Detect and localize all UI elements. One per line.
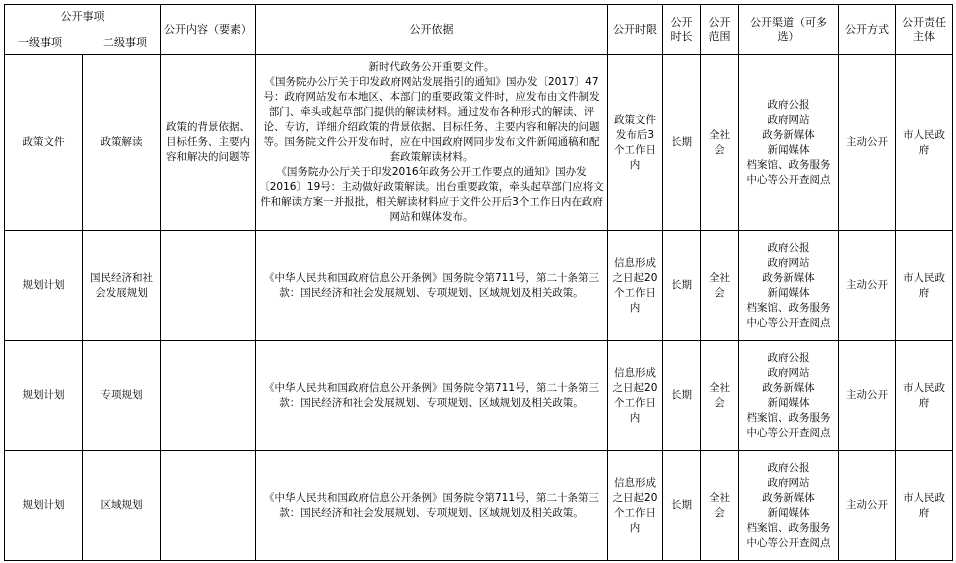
row-basis — [256, 341, 608, 451]
row-content: 政策的背景依据、目标任务、主要内容和解决的问题等 — [161, 55, 256, 231]
row-scope: 全社会 — [701, 55, 739, 231]
basis-paragraph: 《国务院办公厅关于印发2016年政务公开工作要点的通知》国办发〔2016〕19号：主动做好政策解读。出台重要政策，牵头起草部门应将文件和解读方案一并报批，相关解读材料应于文件公开后3个工作日内在政府网站和媒体发布。 — [259, 166, 604, 223]
basis-paragraph: 《国务院办公厅关于印发政府网站发展指引的通知》国办发〔2017〕47号：政府网站发布本地区、本部门的重要政策文件时，应发布由文件制发部门、牵头或起草部门提供的解读材料。通过发布各种形式的解读、评论、专访，详细介绍政策的背景依据、目标任务、主要内容和解决的问题等。国务院文件公开发布时，应在中国政府网同步发布文件新闻通稿和配套政策解读材料。 — [263, 76, 600, 163]
channel-item: 政府公报 — [767, 461, 810, 474]
channel-item: 新闻媒体 — [767, 506, 810, 519]
header-level1: 一级事项 — [18, 35, 62, 49]
header-level2: 二级事项 — [103, 35, 147, 49]
row-duration: 长期 — [663, 341, 701, 451]
row-level1: 规划计划 — [5, 451, 83, 561]
row-subject: 市人民政府 — [896, 451, 953, 561]
header-subject: 公开责任主体 — [896, 5, 953, 55]
row-method: 主动公开 — [839, 55, 896, 231]
row-channels — [739, 231, 839, 341]
row-level2: 专项规划 — [83, 341, 161, 451]
row-basis — [256, 451, 608, 561]
channel-item: 政务新媒体 — [762, 381, 815, 394]
header-duration: 公开时长 — [663, 5, 701, 55]
channel-item: 新闻媒体 — [767, 143, 810, 156]
row-method: 主动公开 — [839, 231, 896, 341]
channel-item: 政务新媒体 — [762, 128, 815, 141]
row-basis — [256, 55, 608, 231]
header-scope: 公开范围 — [701, 5, 739, 55]
channel-item: 政务新媒体 — [762, 271, 815, 284]
header-channels: 公开渠道（可多选） — [739, 5, 839, 55]
disclosure-table — [4, 4, 953, 561]
row-content — [161, 231, 256, 341]
header-item-group — [5, 5, 161, 55]
basis-paragraph: 《中华人民共和国政府信息公开条例》国务院令第711号，第二十条第三款：国民经济和社会发展规划、专项规划、区域规划及相关政策。 — [263, 491, 600, 519]
channel-item: 政务新媒体 — [762, 491, 815, 504]
row-time-limit: 信息形成之日起20个工作日内 — [608, 341, 663, 451]
channel-item: 档案馆、政务服务中心等公开查阅点 — [746, 158, 831, 186]
channel-item: 政府网站 — [767, 476, 810, 489]
row-subject: 市人民政府 — [896, 231, 953, 341]
basis-paragraph: 《中华人民共和国政府信息公开条例》国务院令第711号，第二十条第三款：国民经济和社会发展规划、专项规划、区域规划及相关政策。 — [263, 271, 600, 299]
row-level2: 国民经济和社会发展规划 — [83, 231, 161, 341]
table-row — [5, 451, 953, 561]
channel-item: 新闻媒体 — [767, 286, 810, 299]
row-scope: 全社会 — [701, 451, 739, 561]
row-time-limit: 政策文件发布后3个工作日内 — [608, 55, 663, 231]
row-content — [161, 451, 256, 561]
row-subject: 市人民政府 — [896, 341, 953, 451]
row-level1: 规划计划 — [5, 231, 83, 341]
row-channels — [739, 55, 839, 231]
channel-item: 新闻媒体 — [767, 396, 810, 409]
channel-item: 政府网站 — [767, 256, 810, 269]
basis-paragraph: 《中华人民共和国政府信息公开条例》国务院令第711号，第二十条第三款：国民经济和社会发展规划、专项规划、区域规划及相关政策。 — [263, 381, 600, 409]
row-duration: 长期 — [663, 231, 701, 341]
row-level1: 政策文件 — [5, 55, 83, 231]
channel-item: 档案馆、政务服务中心等公开查阅点 — [746, 301, 831, 329]
row-scope: 全社会 — [701, 231, 739, 341]
row-basis — [256, 231, 608, 341]
row-level1: 规划计划 — [5, 341, 83, 451]
row-subject: 市人民政府 — [896, 55, 953, 231]
row-method: 主动公开 — [839, 451, 896, 561]
row-level2: 政策解读 — [83, 55, 161, 231]
row-method: 主动公开 — [839, 341, 896, 451]
table-row — [5, 231, 953, 341]
row-duration: 长期 — [663, 451, 701, 561]
header-content: 公开内容（要素） — [161, 5, 256, 55]
channel-item: 档案馆、政务服务中心等公开查阅点 — [746, 411, 831, 439]
row-time-limit: 信息形成之日起20个工作日内 — [608, 231, 663, 341]
row-level2: 区域规划 — [83, 451, 161, 561]
row-time-limit: 信息形成之日起20个工作日内 — [608, 451, 663, 561]
row-duration: 长期 — [663, 55, 701, 231]
row-channels — [739, 341, 839, 451]
row-content — [161, 341, 256, 451]
row-channels — [739, 451, 839, 561]
channel-item: 政府公报 — [767, 241, 810, 254]
header-basis: 公开依据 — [256, 5, 608, 55]
channel-item: 政府网站 — [767, 113, 810, 126]
channel-item: 政府网站 — [767, 366, 810, 379]
channel-item: 政府公报 — [767, 351, 810, 364]
channel-item: 档案馆、政务服务中心等公开查阅点 — [746, 521, 831, 549]
table-row — [5, 341, 953, 451]
table-row — [5, 55, 953, 231]
header-method: 公开方式 — [839, 5, 896, 55]
header-time-limit: 公开时限 — [608, 5, 663, 55]
basis-paragraph: 新时代政务公开重要文件。 — [368, 61, 495, 73]
row-scope: 全社会 — [701, 341, 739, 451]
header-item: 公开事项 — [60, 9, 105, 23]
channel-item: 政府公报 — [767, 98, 810, 111]
header-row — [5, 5, 953, 55]
